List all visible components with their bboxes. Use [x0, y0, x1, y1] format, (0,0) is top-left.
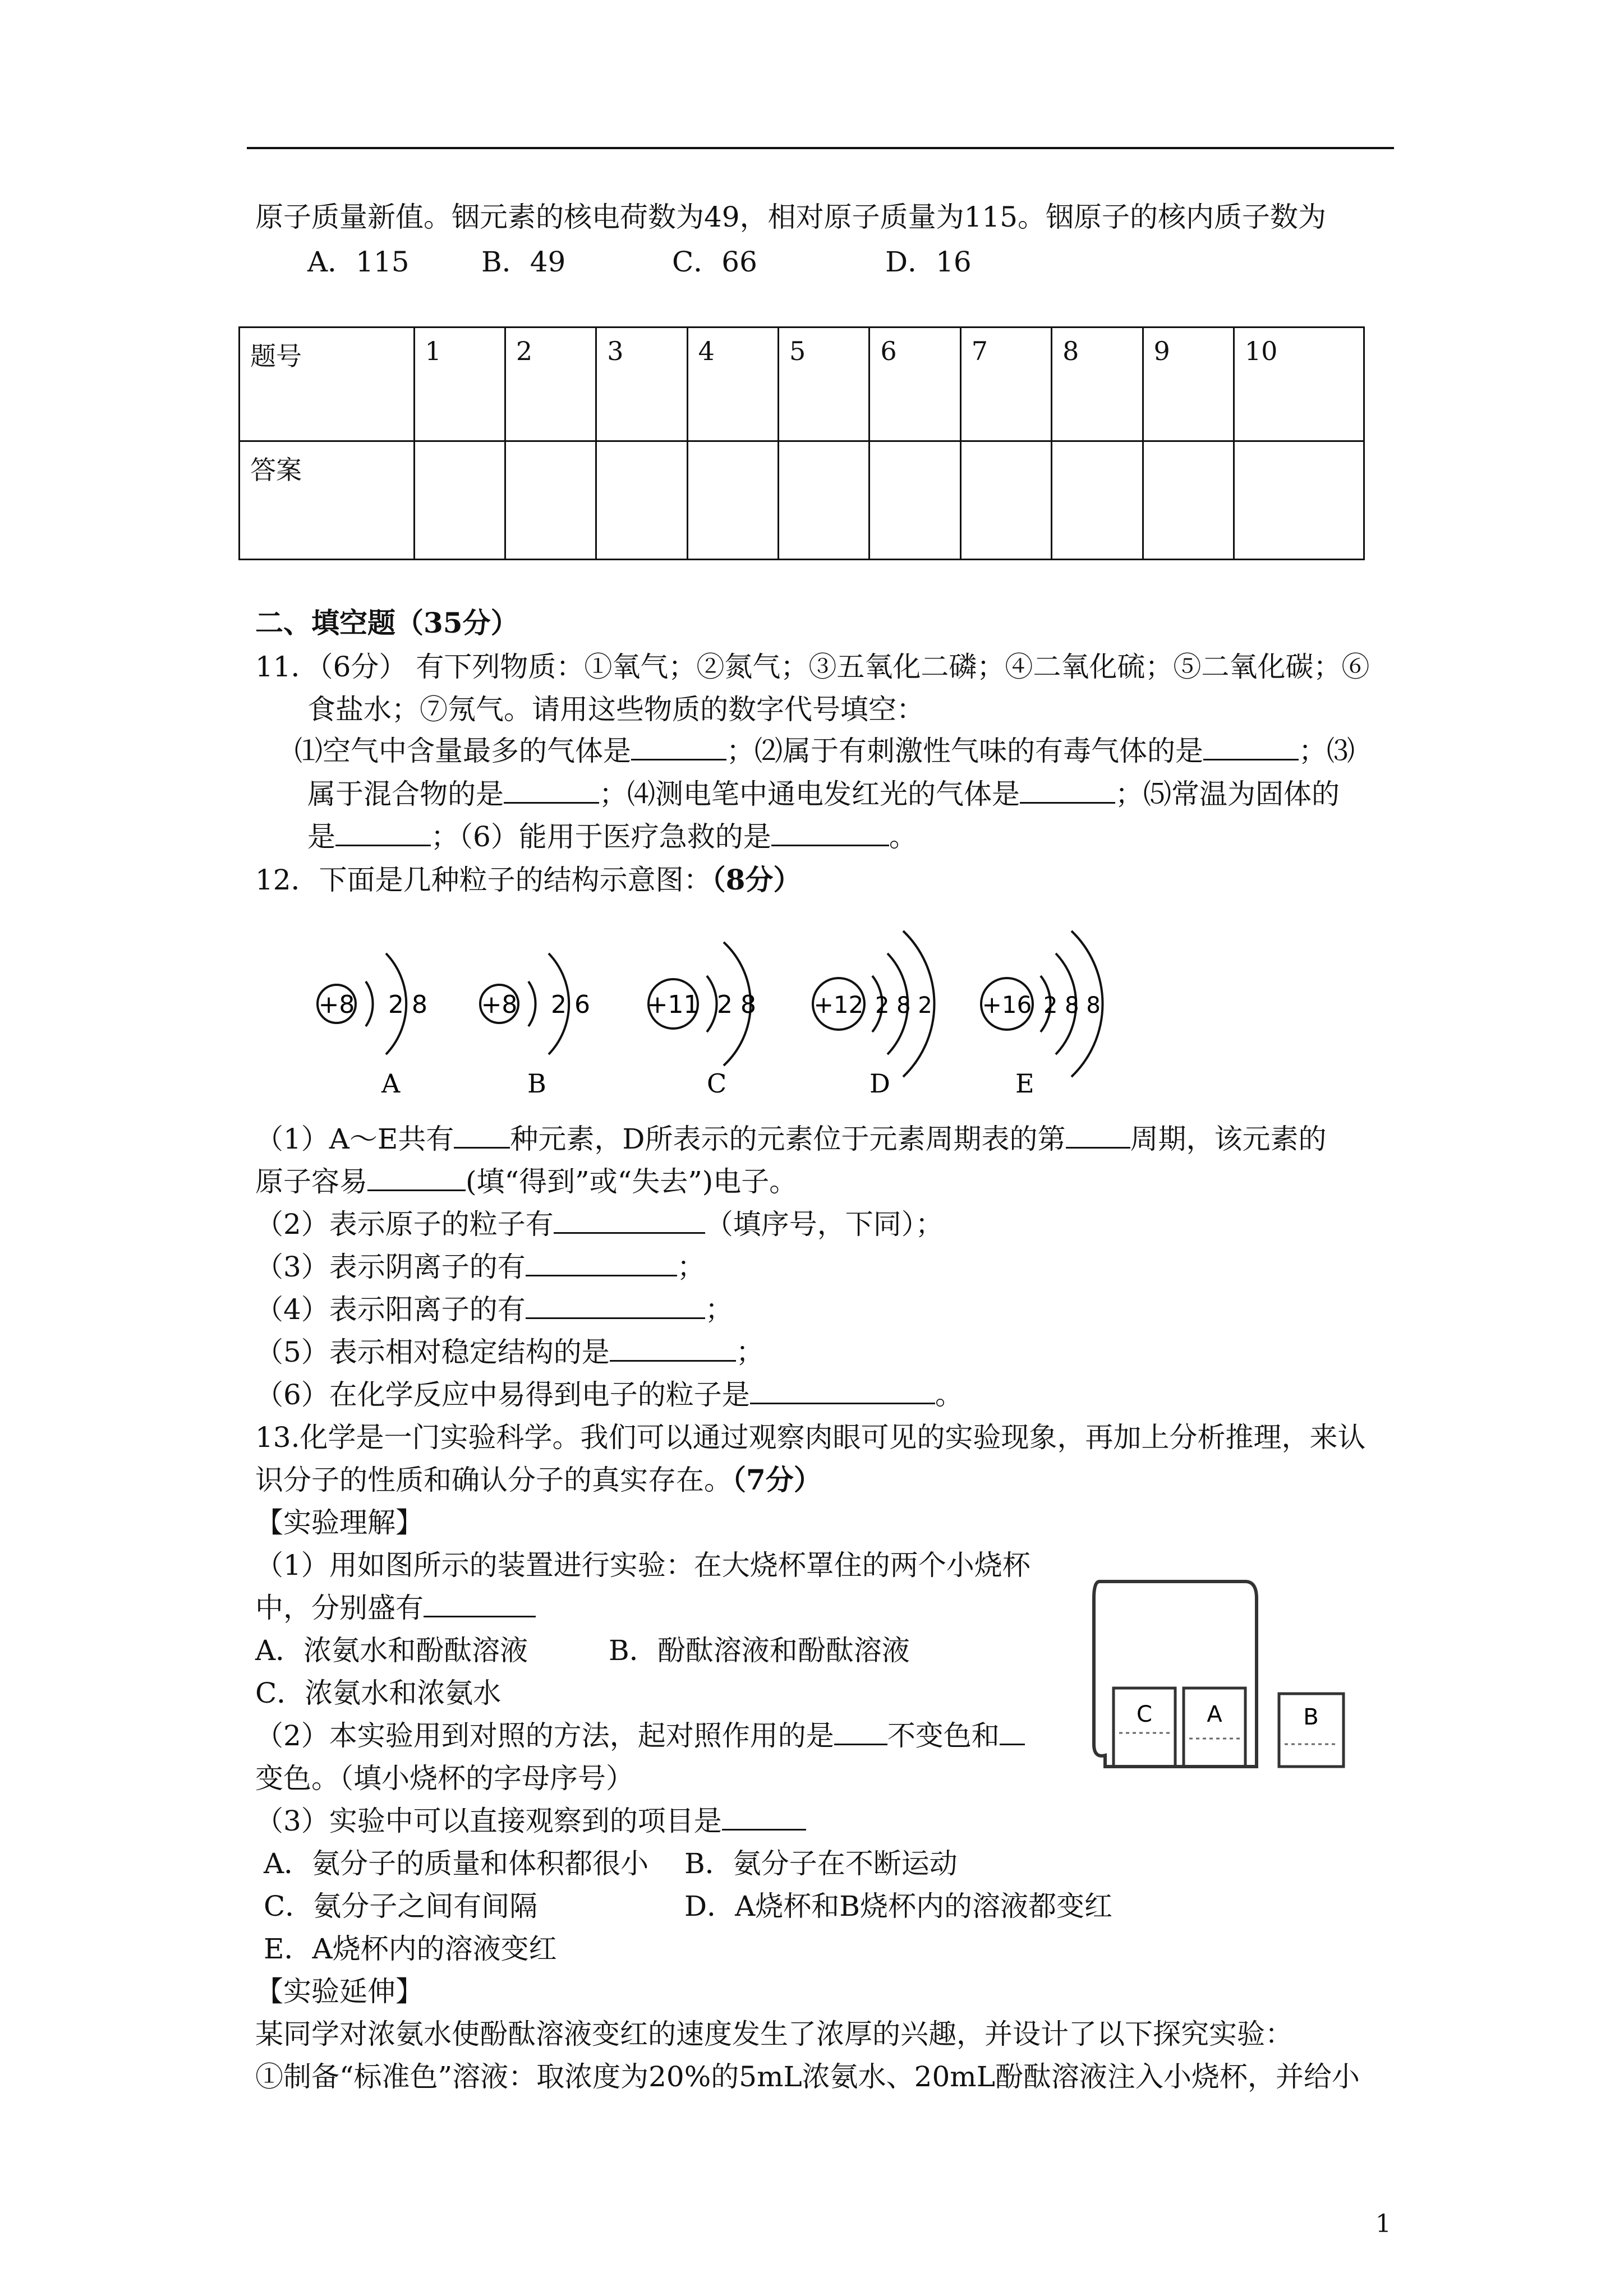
- text: ；: [677, 1251, 705, 1283]
- q13-heading-understanding: 【实验理解】: [255, 1506, 424, 1539]
- q11-line4: [307, 772, 1340, 816]
- section-title: 二、填空题（35分）: [255, 606, 519, 639]
- q13-heading-extension: 【实验延伸】: [255, 1975, 424, 2008]
- option-a: A．浓氨水和酚酞溶液: [255, 1634, 528, 1667]
- text: ；⑷测电笔中通电发红光的气体是: [599, 778, 1020, 810]
- particle-a: [318, 953, 427, 1099]
- answer-blank[interactable]: [454, 1122, 510, 1149]
- page-number: 1: [1375, 2210, 1391, 2238]
- shell-label: 2 8 2: [875, 993, 932, 1018]
- answer-blank[interactable]: [526, 1250, 677, 1276]
- answer-cell[interactable]: [1052, 441, 1143, 560]
- answer-cell[interactable]: [687, 441, 778, 560]
- q13-option-c: C．浓氨水和浓氨水: [255, 1677, 502, 1709]
- answer-blank[interactable]: [1020, 777, 1115, 804]
- header-rule: [247, 147, 1394, 149]
- q11-line3: [295, 729, 1355, 773]
- particle-c: [647, 942, 756, 1099]
- answer-blank[interactable]: [504, 777, 599, 804]
- option-d: D．16: [885, 246, 972, 278]
- table-cell: 5: [779, 328, 869, 441]
- answer-blank[interactable]: [424, 1591, 536, 1617]
- table-cell: 7: [960, 328, 1051, 441]
- beaker-label: A: [1207, 1702, 1222, 1727]
- answer-cell[interactable]: [1143, 441, 1234, 560]
- shell-label: 2 8: [717, 990, 756, 1019]
- q12-s5: [255, 1330, 764, 1374]
- particle-e: [981, 931, 1103, 1099]
- q13-p6: 某同学对浓氨水使酚酞溶液变红的速度发生了浓厚的兴趣，并设计了以下探究实验：: [255, 2018, 1293, 2050]
- answer-cell[interactable]: [505, 441, 596, 560]
- q12-s3: [255, 1245, 705, 1289]
- particle-label: D: [869, 1068, 890, 1099]
- shell-label: 2 8: [388, 990, 427, 1019]
- text: 12．下面是几种粒子的结构示意图：: [255, 864, 712, 896]
- option-b: B．氨分子在不断运动: [684, 1847, 958, 1880]
- answer-cell[interactable]: [414, 441, 505, 560]
- text: （填序号，下同）；: [705, 1208, 944, 1241]
- text: 。: [889, 820, 917, 853]
- small-beaker-b: [1279, 1694, 1344, 1767]
- table-cell: 1: [414, 328, 505, 441]
- small-beaker-a: [1184, 1688, 1245, 1767]
- answer-cell[interactable]: [960, 441, 1051, 560]
- nucleus-label: +11: [647, 990, 700, 1019]
- beaker-label: C: [1137, 1702, 1152, 1727]
- option-b: B．酚酞溶液和酚酞溶液: [609, 1634, 910, 1667]
- q13-p1: （1）用如图所示的装置进行实验：在大烧杯罩住的两个小烧杯: [255, 1549, 1030, 1582]
- option-a: A．115: [307, 246, 410, 278]
- q11-line1: 11．（6分） 有下列物质：①氧气；②氮气；③五氧化二磷；④二氧化硫；⑤二氧化碳；⑥: [255, 651, 1370, 683]
- answer-cell[interactable]: [869, 441, 960, 560]
- answer-blank[interactable]: [834, 1719, 887, 1745]
- answer-blank[interactable]: [1066, 1122, 1130, 1149]
- text: ⑴空气中含量最多的气体是: [295, 735, 631, 767]
- table-cell: 答案: [240, 441, 415, 560]
- q13-p7: ①制备“标准色”溶液：取浓度为20%的5mL浓氨水、20mL酚酞溶液注入小烧杯，并给小: [255, 2060, 1360, 2093]
- text: （3）实验中可以直接观察到的项目是: [255, 1805, 722, 1837]
- answer-blank[interactable]: [1203, 734, 1299, 760]
- q12-s4: [255, 1288, 733, 1331]
- table-cell: 8: [1052, 328, 1143, 441]
- text: （1）A～E共有: [255, 1123, 454, 1155]
- q13-options3-row2: [264, 1884, 1112, 1928]
- option-b: B．49: [481, 246, 566, 278]
- beaker-apparatus-figure: [1088, 1576, 1363, 1783]
- text: （7分）: [732, 1463, 822, 1496]
- q12-title: [255, 858, 801, 902]
- question-stem: 原子质量新值。铟元素的核电荷数为49，相对原子质量为115。铟原子的核内质子数为: [255, 201, 1327, 233]
- text: ；: [735, 1336, 764, 1368]
- shell-label: 2 6: [551, 990, 590, 1019]
- text: ；: [705, 1293, 733, 1326]
- q13-p4: 变色。（填小烧杯的字母序号）: [255, 1762, 634, 1795]
- particle-label: A: [381, 1068, 401, 1099]
- answer-blank[interactable]: [771, 820, 889, 846]
- text: （2）表示原子的粒子有: [255, 1208, 554, 1241]
- table-cell: 6: [869, 328, 960, 441]
- particle-label: C: [707, 1068, 727, 1099]
- q13-p5: [255, 1799, 806, 1843]
- option-c: C．氨分子之间有间隔: [264, 1890, 538, 1922]
- answer-blank[interactable]: [750, 1378, 935, 1404]
- answer-cell[interactable]: [1234, 441, 1364, 560]
- answer-blank[interactable]: [1000, 1719, 1025, 1745]
- nucleus-label: +16: [982, 991, 1032, 1018]
- particle-b: [480, 953, 590, 1099]
- q13-p2: [255, 1586, 536, 1630]
- text: 种元素，D所表示的元素位于元素周期表的第: [510, 1123, 1066, 1155]
- option-d: D．A烧杯和B烧杯内的溶液都变红: [684, 1890, 1112, 1922]
- text: （3）表示阴离子的有: [255, 1251, 526, 1283]
- question-options: [307, 240, 972, 284]
- table-cell: 题号: [240, 328, 415, 441]
- small-beaker-c: [1114, 1688, 1175, 1767]
- q13-line1: 13.化学是一门实验科学。我们可以通过观察肉眼可见的实验现象，再加上分析推理，来认: [255, 1421, 1366, 1454]
- text: （5）表示相对稳定结构的是: [255, 1336, 610, 1368]
- beaker-label: B: [1303, 1704, 1319, 1730]
- shell-label: 2 8 8: [1043, 993, 1101, 1018]
- table-cell: 9: [1143, 328, 1234, 441]
- text: ；⑶: [1299, 735, 1355, 767]
- text: （8分）: [711, 863, 802, 896]
- q13-line2: [255, 1458, 822, 1502]
- answer-cell[interactable]: [779, 441, 869, 560]
- table-cell: 2: [505, 328, 596, 441]
- answer-blank[interactable]: [367, 1165, 466, 1191]
- q13-options1: [255, 1629, 910, 1672]
- table-cell: 3: [596, 328, 687, 441]
- q11-line5: [307, 815, 917, 859]
- table-row: [240, 441, 1364, 560]
- q13-options3-row1: [264, 1842, 958, 1885]
- text: （2）本实验用到对照的方法，起对照作用的是: [255, 1719, 834, 1752]
- q12-s2: [255, 1202, 944, 1246]
- table-row: [240, 328, 1364, 441]
- answer-table: [238, 326, 1365, 560]
- nucleus-label: +8: [318, 990, 355, 1019]
- option-c: C．66: [672, 246, 757, 278]
- text: ；⑵属于有刺激性气味的有毒气体的是: [726, 735, 1203, 767]
- q11-line2: 食盐水；⑦氖气。请用这些物质的数字代号填空：: [307, 693, 924, 726]
- text: 原子容易: [255, 1165, 367, 1198]
- particle-d: [813, 931, 935, 1099]
- answer-blank[interactable]: [554, 1207, 705, 1234]
- answer-blank[interactable]: [526, 1293, 705, 1319]
- q12-s6: [255, 1373, 963, 1417]
- answer-blank[interactable]: [722, 1804, 806, 1831]
- text: （6）在化学反应中易得到电子的粒子是: [255, 1378, 750, 1411]
- text: 不变色和: [887, 1719, 1000, 1752]
- text: （4）表示阳离子的有: [255, 1293, 526, 1326]
- particle-label: B: [527, 1068, 546, 1099]
- q12-s1-line2: [255, 1160, 797, 1204]
- nucleus-label: +8: [481, 990, 518, 1019]
- text: ；⑸常温为固体的: [1115, 778, 1340, 810]
- particle-label: E: [1015, 1068, 1034, 1099]
- text: ；（6）能用于医疗急救的是: [431, 820, 771, 853]
- answer-blank[interactable]: [631, 734, 726, 760]
- option-a: A．氨分子的质量和体积都很小: [264, 1847, 649, 1880]
- answer-cell[interactable]: [596, 441, 687, 560]
- nucleus-label: +12: [813, 991, 864, 1018]
- answer-blank[interactable]: [335, 820, 431, 846]
- q12-s1-line1: [255, 1117, 1327, 1161]
- table-cell: 10: [1234, 328, 1364, 441]
- text: (填“得到”或“失去”)电子。: [466, 1165, 798, 1198]
- table-cell: 4: [687, 328, 778, 441]
- text: 中，分别盛有: [255, 1592, 424, 1624]
- text: 属于混合物的是: [307, 778, 504, 810]
- q13-option-e: E．A烧杯内的溶液变红: [264, 1933, 557, 1965]
- text: 识分子的性质和确认分子的真实存在。: [255, 1464, 732, 1496]
- particle-structure-diagram: [292, 920, 1189, 1110]
- q13-p3: [255, 1714, 1025, 1758]
- text: 是: [307, 820, 335, 853]
- answer-blank[interactable]: [610, 1335, 736, 1362]
- text: 。: [935, 1378, 963, 1411]
- text: 周期，该元素的: [1130, 1123, 1327, 1155]
